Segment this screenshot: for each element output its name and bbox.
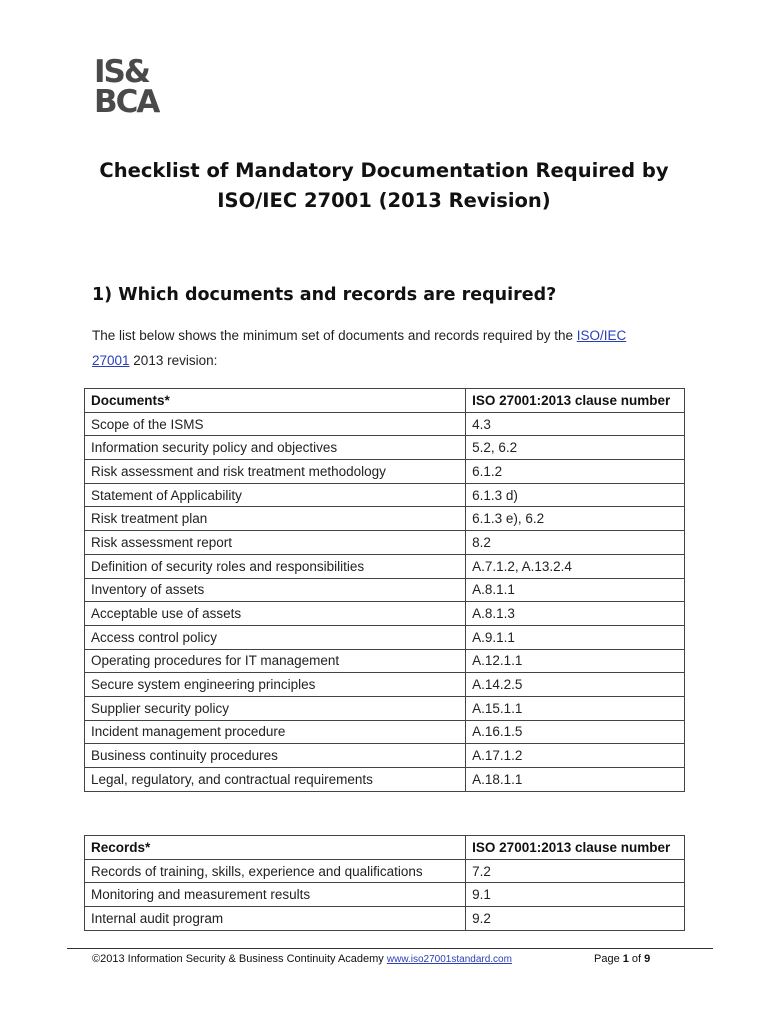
document-name: Information security policy and objectives (85, 436, 466, 460)
document-name: Legal, regulatory, and contractual requirements (85, 768, 466, 792)
iso-iec-link[interactable]: ISO/IEC (576, 328, 627, 343)
table-row (85, 625, 685, 649)
clause-number: 7.2 (466, 859, 685, 883)
clause-number: 8.2 (466, 531, 685, 555)
table-row (85, 531, 685, 555)
document-name: Definition of security roles and responsibilities (85, 554, 466, 578)
page-label: Page (594, 953, 623, 965)
clause-number: A.12.1.1 (466, 649, 685, 673)
table-row (85, 483, 685, 507)
table-row (85, 720, 685, 744)
record-name: Records of training, skills, experience and qualifications (85, 859, 466, 883)
logo-line-1: IS& (94, 54, 149, 90)
clause-number: 4.3 (466, 412, 685, 436)
table-row (85, 602, 685, 626)
clause-number: A.16.1.5 (466, 720, 685, 744)
document-name: Statement of Applicability (85, 483, 466, 507)
section-heading: 1) Which documents and records are required? (92, 285, 557, 305)
table-row (85, 744, 685, 768)
clause-number: A.18.1.1 (466, 768, 685, 792)
record-name: Monitoring and measurement results (85, 883, 466, 907)
table-row (85, 883, 685, 907)
isbca-logo (94, 54, 194, 121)
iso-27001-link[interactable]: 27001 (92, 353, 130, 368)
documents-header-name: Documents* (85, 389, 466, 413)
table-row (85, 649, 685, 673)
table-row (85, 436, 685, 460)
logo-line-2: BCA (94, 84, 159, 120)
table-row (85, 696, 685, 720)
page-of: of (628, 953, 645, 965)
intro-text-after: 2013 revision: (129, 353, 218, 368)
clause-number: A.15.1.1 (466, 696, 685, 720)
table-row (85, 412, 685, 436)
documents-header-row (85, 389, 685, 413)
page-current: 1 (622, 953, 629, 965)
document-name: Risk treatment plan (85, 507, 466, 531)
records-header-clause: ISO 27001:2013 clause number (466, 836, 685, 860)
clause-number: A.8.1.1 (466, 578, 685, 602)
table-row (85, 768, 685, 792)
clause-number: 9.2 (466, 907, 685, 931)
footer-divider (67, 948, 713, 949)
clause-number: A.14.2.5 (466, 673, 685, 697)
table-row (85, 460, 685, 484)
table-row (85, 673, 685, 697)
records-header-row (85, 836, 685, 860)
document-name: Inventory of assets (85, 578, 466, 602)
document-name: Operating procedures for IT management (85, 649, 466, 673)
clause-number: 5.2, 6.2 (466, 436, 685, 460)
document-name: Risk assessment and risk treatment methodology (85, 460, 466, 484)
document-name: Scope of the ISMS (85, 412, 466, 436)
table-row (85, 907, 685, 931)
table-row (85, 859, 685, 883)
intro-text-before: The list below shows the minimum set of documents and records required by the (92, 328, 577, 343)
title-line-2: ISO/IEC 27001 (2013 Revision) (217, 189, 551, 212)
page-number (594, 953, 650, 965)
documents-header-clause: ISO 27001:2013 clause number (466, 389, 685, 413)
record-name: Internal audit program (85, 907, 466, 931)
clause-number: A.17.1.2 (466, 744, 685, 768)
documents-table (84, 388, 685, 792)
footer-website-link[interactable]: www.iso27001standard.com (386, 954, 512, 965)
document-name: Business continuity procedures (85, 744, 466, 768)
clause-number: A.7.1.2, A.13.2.4 (466, 554, 685, 578)
intro-paragraph (92, 323, 672, 373)
page-footer (92, 953, 662, 965)
page-total: 9 (644, 953, 651, 965)
clause-number: 6.1.2 (466, 460, 685, 484)
footer-copyright: ©2013 Information Security & Business Continuity Academy (92, 953, 387, 965)
records-table (84, 835, 685, 931)
clause-number: A.9.1.1 (466, 625, 685, 649)
table-row (85, 554, 685, 578)
clause-number: 6.1.3 e), 6.2 (466, 507, 685, 531)
document-name: Acceptable use of assets (85, 602, 466, 626)
clause-number: 6.1.3 d) (466, 483, 685, 507)
document-name: Secure system engineering principles (85, 673, 466, 697)
clause-number: 9.1 (466, 883, 685, 907)
clause-number: A.8.1.3 (466, 602, 685, 626)
document-title (60, 156, 708, 216)
table-row (85, 578, 685, 602)
document-name: Risk assessment report (85, 531, 466, 555)
document-name: Supplier security policy (85, 696, 466, 720)
document-name: Incident management procedure (85, 720, 466, 744)
table-row (85, 507, 685, 531)
title-line-1: Checklist of Mandatory Documentation Required by (99, 159, 669, 182)
records-header-name: Records* (85, 836, 466, 860)
document-name: Access control policy (85, 625, 466, 649)
